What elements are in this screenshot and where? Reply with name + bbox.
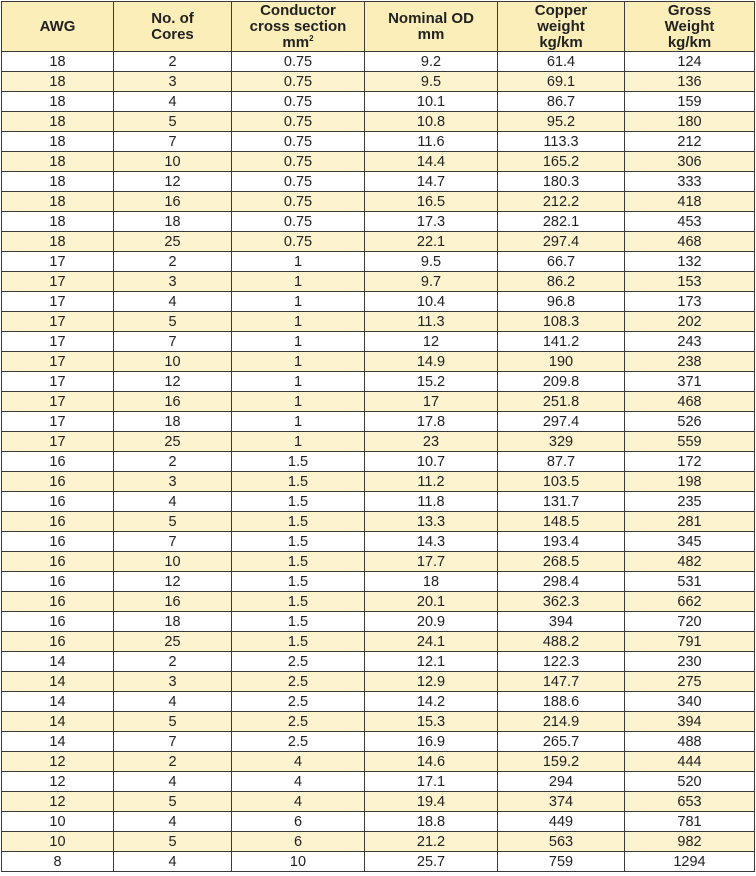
cell-copper-weight: 329: [498, 432, 625, 452]
cell-nominal-od: 10.7: [365, 452, 498, 472]
table-row: [2, 292, 755, 312]
cell-cores: 12: [114, 572, 232, 592]
cell-nominal-od: 12: [365, 332, 498, 352]
cell-cross-section: 2.5: [232, 732, 365, 752]
cell-cross-section: 6: [232, 812, 365, 832]
cell-cross-section: 1.5: [232, 512, 365, 532]
cell-copper-weight: 297.4: [498, 412, 625, 432]
cell-copper-weight: 66.7: [498, 252, 625, 272]
cell-gross-weight: 531: [625, 572, 755, 592]
header-row: [2, 2, 755, 52]
cell-cores: 12: [114, 372, 232, 392]
cell-cross-section: 4: [232, 752, 365, 772]
table-row: [2, 732, 755, 752]
cell-copper-weight: 449: [498, 812, 625, 832]
cell-copper-weight: 141.2: [498, 332, 625, 352]
cell-copper-weight: 298.4: [498, 572, 625, 592]
cell-gross-weight: 153: [625, 272, 755, 292]
cell-gross-weight: 791: [625, 632, 755, 652]
cell-cross-section: 1: [232, 432, 365, 452]
cell-cores: 4: [114, 772, 232, 792]
cell-nominal-od: 9.2: [365, 52, 498, 72]
table-row: [2, 112, 755, 132]
cell-awg: 18: [2, 52, 114, 72]
table-row: [2, 832, 755, 852]
cell-awg: 14: [2, 712, 114, 732]
cell-awg: 16: [2, 572, 114, 592]
cell-cross-section: 1: [232, 292, 365, 312]
cell-gross-weight: 662: [625, 592, 755, 612]
header-awg: AWG: [2, 2, 114, 52]
cell-awg: 17: [2, 372, 114, 392]
cell-nominal-od: 13.3: [365, 512, 498, 532]
cell-nominal-od: 17: [365, 392, 498, 412]
cell-cores: 25: [114, 632, 232, 652]
cell-awg: 16: [2, 552, 114, 572]
cell-awg: 16: [2, 632, 114, 652]
cell-gross-weight: 982: [625, 832, 755, 852]
table-row: [2, 392, 755, 412]
cell-awg: 10: [2, 812, 114, 832]
cell-cross-section: 1: [232, 392, 365, 412]
cell-awg: 14: [2, 732, 114, 752]
cell-gross-weight: 488: [625, 732, 755, 752]
cell-cores: 2: [114, 452, 232, 472]
table-row: [2, 492, 755, 512]
cell-awg: 12: [2, 752, 114, 772]
cell-cross-section: 2.5: [232, 672, 365, 692]
cell-copper-weight: 563: [498, 832, 625, 852]
cell-copper-weight: 159.2: [498, 752, 625, 772]
cell-gross-weight: 1294: [625, 852, 755, 872]
cell-copper-weight: 282.1: [498, 212, 625, 232]
table-row: [2, 252, 755, 272]
cell-nominal-od: 24.1: [365, 632, 498, 652]
cell-copper-weight: 108.3: [498, 312, 625, 332]
cell-cores: 5: [114, 312, 232, 332]
cell-copper-weight: 214.9: [498, 712, 625, 732]
cell-copper-weight: 61.4: [498, 52, 625, 72]
cell-cross-section: 1: [232, 412, 365, 432]
table-row: [2, 472, 755, 492]
cell-gross-weight: 453: [625, 212, 755, 232]
cell-nominal-od: 11.6: [365, 132, 498, 152]
cell-cross-section: 1: [232, 312, 365, 332]
cell-awg: 18: [2, 132, 114, 152]
cell-awg: 17: [2, 332, 114, 352]
cell-cores: 10: [114, 152, 232, 172]
cell-copper-weight: 297.4: [498, 232, 625, 252]
cell-copper-weight: 190: [498, 352, 625, 372]
table-row: [2, 712, 755, 732]
cell-nominal-od: 17.8: [365, 412, 498, 432]
cell-copper-weight: 209.8: [498, 372, 625, 392]
cell-cross-section: 1.5: [232, 552, 365, 572]
cell-cross-section: 4: [232, 772, 365, 792]
cell-copper-weight: 69.1: [498, 72, 625, 92]
cell-gross-weight: 198: [625, 472, 755, 492]
cell-awg: 18: [2, 232, 114, 252]
cell-copper-weight: 193.4: [498, 532, 625, 552]
cell-nominal-od: 18.8: [365, 812, 498, 832]
table-row: [2, 512, 755, 532]
cell-gross-weight: 482: [625, 552, 755, 572]
cell-gross-weight: 345: [625, 532, 755, 552]
cell-nominal-od: 18: [365, 572, 498, 592]
cell-gross-weight: 243: [625, 332, 755, 352]
cell-cores: 4: [114, 692, 232, 712]
cell-nominal-od: 14.4: [365, 152, 498, 172]
cell-copper-weight: 394: [498, 612, 625, 632]
cell-cores: 4: [114, 852, 232, 872]
cell-nominal-od: 11.3: [365, 312, 498, 332]
table-row: [2, 92, 755, 112]
cell-gross-weight: 159: [625, 92, 755, 112]
cell-cores: 16: [114, 192, 232, 212]
cell-cores: 5: [114, 712, 232, 732]
cell-awg: 17: [2, 252, 114, 272]
cell-cores: 16: [114, 392, 232, 412]
cell-copper-weight: 488.2: [498, 632, 625, 652]
cell-copper-weight: 147.7: [498, 672, 625, 692]
cell-gross-weight: 468: [625, 392, 755, 412]
cell-nominal-od: 16.5: [365, 192, 498, 212]
cell-copper-weight: 251.8: [498, 392, 625, 412]
cell-copper-weight: 95.2: [498, 112, 625, 132]
cell-gross-weight: 781: [625, 812, 755, 832]
cell-gross-weight: 444: [625, 752, 755, 772]
table-row: [2, 572, 755, 592]
table-row: [2, 152, 755, 172]
cell-cores: 4: [114, 92, 232, 112]
cell-gross-weight: 333: [625, 172, 755, 192]
cell-cross-section: 0.75: [232, 172, 365, 192]
cell-cores: 18: [114, 212, 232, 232]
cell-awg: 17: [2, 292, 114, 312]
cell-cross-section: 1: [232, 272, 365, 292]
table-row: [2, 672, 755, 692]
cell-gross-weight: 124: [625, 52, 755, 72]
cell-awg: 10: [2, 832, 114, 852]
cell-gross-weight: 212: [625, 132, 755, 152]
table-row: [2, 312, 755, 332]
cell-cross-section: 0.75: [232, 132, 365, 152]
cell-gross-weight: 520: [625, 772, 755, 792]
cell-nominal-od: 17.7: [365, 552, 498, 572]
cell-cores: 25: [114, 232, 232, 252]
cell-nominal-od: 14.2: [365, 692, 498, 712]
cell-nominal-od: 14.9: [365, 352, 498, 372]
cell-awg: 16: [2, 592, 114, 612]
table-row: [2, 272, 755, 292]
cell-gross-weight: 418: [625, 192, 755, 212]
cell-cross-section: 1.5: [232, 472, 365, 492]
cell-gross-weight: 235: [625, 492, 755, 512]
cell-gross-weight: 238: [625, 352, 755, 372]
table-row: [2, 432, 755, 452]
cell-cores: 7: [114, 132, 232, 152]
cell-cross-section: 1.5: [232, 532, 365, 552]
cell-copper-weight: 268.5: [498, 552, 625, 572]
cell-gross-weight: 559: [625, 432, 755, 452]
cell-cross-section: 1.5: [232, 612, 365, 632]
cell-gross-weight: 136: [625, 72, 755, 92]
cell-awg: 16: [2, 532, 114, 552]
cell-nominal-od: 14.3: [365, 532, 498, 552]
cell-cross-section: 0.75: [232, 112, 365, 132]
cell-cores: 18: [114, 412, 232, 432]
cell-copper-weight: 294: [498, 772, 625, 792]
cell-gross-weight: 720: [625, 612, 755, 632]
cell-gross-weight: 230: [625, 652, 755, 672]
table-row: [2, 332, 755, 352]
cell-awg: 14: [2, 652, 114, 672]
cell-cores: 7: [114, 532, 232, 552]
cell-awg: 17: [2, 392, 114, 412]
cell-nominal-od: 19.4: [365, 792, 498, 812]
cell-awg: 18: [2, 92, 114, 112]
cell-nominal-od: 23: [365, 432, 498, 452]
cell-cross-section: 6: [232, 832, 365, 852]
cell-copper-weight: 212.2: [498, 192, 625, 212]
cell-cross-section: 0.75: [232, 192, 365, 212]
table-row: [2, 232, 755, 252]
cell-copper-weight: 188.6: [498, 692, 625, 712]
table-row: [2, 212, 755, 232]
cell-nominal-od: 11.2: [365, 472, 498, 492]
cell-cores: 3: [114, 672, 232, 692]
table-row: [2, 752, 755, 772]
cell-cores: 10: [114, 352, 232, 372]
table-row: [2, 172, 755, 192]
cell-nominal-od: 22.1: [365, 232, 498, 252]
table-row: [2, 352, 755, 372]
cell-cross-section: 0.75: [232, 232, 365, 252]
cell-awg: 18: [2, 172, 114, 192]
cell-nominal-od: 10.1: [365, 92, 498, 112]
table-row: [2, 532, 755, 552]
cell-gross-weight: 202: [625, 312, 755, 332]
cell-copper-weight: 148.5: [498, 512, 625, 532]
cell-gross-weight: 132: [625, 252, 755, 272]
cell-nominal-od: 20.1: [365, 592, 498, 612]
cell-copper-weight: 165.2: [498, 152, 625, 172]
cell-cross-section: 1.5: [232, 572, 365, 592]
cell-cores: 2: [114, 652, 232, 672]
table-row: [2, 72, 755, 92]
cell-awg: 17: [2, 432, 114, 452]
header-unit-superscript: 2: [309, 33, 314, 43]
cell-cross-section: 0.75: [232, 152, 365, 172]
cell-cores: 3: [114, 472, 232, 492]
cell-awg: 18: [2, 112, 114, 132]
cell-cross-section: 1.5: [232, 592, 365, 612]
cell-cores: 2: [114, 52, 232, 72]
cell-nominal-od: 12.1: [365, 652, 498, 672]
header-unit-mm: mm: [282, 33, 310, 51]
cell-cores: 10: [114, 552, 232, 572]
cell-copper-weight: 113.3: [498, 132, 625, 152]
cell-cross-section: 10: [232, 852, 365, 872]
table-row: [2, 132, 755, 152]
cell-cores: 2: [114, 252, 232, 272]
cell-cross-section: 1: [232, 252, 365, 272]
cell-copper-weight: 374: [498, 792, 625, 812]
cell-cross-section: 0.75: [232, 52, 365, 72]
cell-nominal-od: 9.7: [365, 272, 498, 292]
table-row: [2, 552, 755, 572]
cell-nominal-od: 25.7: [365, 852, 498, 872]
cell-nominal-od: 17.3: [365, 212, 498, 232]
cell-awg: 17: [2, 312, 114, 332]
cell-cores: 12: [114, 172, 232, 192]
cell-cores: 5: [114, 112, 232, 132]
table-row: [2, 412, 755, 432]
cell-copper-weight: 96.8: [498, 292, 625, 312]
cell-copper-weight: 103.5: [498, 472, 625, 492]
cell-cores: 16: [114, 592, 232, 612]
cell-cross-section: 2.5: [232, 692, 365, 712]
cell-cross-section: 2.5: [232, 712, 365, 732]
cell-gross-weight: 468: [625, 232, 755, 252]
cell-copper-weight: 131.7: [498, 492, 625, 512]
cell-nominal-od: 21.2: [365, 832, 498, 852]
cell-awg: 16: [2, 492, 114, 512]
cell-nominal-od: 14.6: [365, 752, 498, 772]
cell-gross-weight: 275: [625, 672, 755, 692]
cell-nominal-od: 12.9: [365, 672, 498, 692]
cell-awg: 18: [2, 72, 114, 92]
cell-cross-section: 2.5: [232, 652, 365, 672]
cell-copper-weight: 180.3: [498, 172, 625, 192]
cable-spec-table: [1, 1, 755, 872]
header-copper-weight: Copper weight kg/km: [498, 2, 625, 52]
cell-nominal-od: 9.5: [365, 72, 498, 92]
cell-gross-weight: 306: [625, 152, 755, 172]
cell-nominal-od: 17.1: [365, 772, 498, 792]
cell-copper-weight: 122.3: [498, 652, 625, 672]
cell-cores: 18: [114, 612, 232, 632]
header-nominal-od: Nominal OD mm: [365, 2, 498, 52]
cell-cores: 4: [114, 492, 232, 512]
header-gross-weight: Gross Weight kg/km: [625, 2, 755, 52]
cell-nominal-od: 16.9: [365, 732, 498, 752]
cell-nominal-od: 20.9: [365, 612, 498, 632]
cell-cores: 4: [114, 812, 232, 832]
cell-cores: 5: [114, 512, 232, 532]
cell-nominal-od: 15.3: [365, 712, 498, 732]
cell-awg: 14: [2, 692, 114, 712]
cell-cross-section: 1.5: [232, 632, 365, 652]
cell-cross-section: 1.5: [232, 452, 365, 472]
cell-awg: 18: [2, 152, 114, 172]
cell-cross-section: 4: [232, 792, 365, 812]
cell-cores: 2: [114, 752, 232, 772]
table-row: [2, 372, 755, 392]
cell-awg: 12: [2, 792, 114, 812]
cell-nominal-od: 9.5: [365, 252, 498, 272]
table-row: [2, 792, 755, 812]
table-row: [2, 692, 755, 712]
cell-gross-weight: 172: [625, 452, 755, 472]
cell-cores: 3: [114, 272, 232, 292]
table-row: [2, 192, 755, 212]
table-row: [2, 652, 755, 672]
cell-cores: 4: [114, 292, 232, 312]
cell-copper-weight: 759: [498, 852, 625, 872]
table-row: [2, 452, 755, 472]
cell-awg: 8: [2, 852, 114, 872]
cell-nominal-od: 14.7: [365, 172, 498, 192]
cell-awg: 16: [2, 612, 114, 632]
cell-cross-section: 0.75: [232, 72, 365, 92]
cell-cross-section: 1: [232, 372, 365, 392]
table-row: [2, 852, 755, 872]
cell-cores: 25: [114, 432, 232, 452]
cell-nominal-od: 11.8: [365, 492, 498, 512]
cell-gross-weight: 180: [625, 112, 755, 132]
cell-cores: 5: [114, 792, 232, 812]
cell-cores: 5: [114, 832, 232, 852]
cell-gross-weight: 173: [625, 292, 755, 312]
cell-cores: 7: [114, 732, 232, 752]
cell-gross-weight: 394: [625, 712, 755, 732]
table-row: [2, 632, 755, 652]
cell-copper-weight: 265.7: [498, 732, 625, 752]
cell-awg: 12: [2, 772, 114, 792]
cell-gross-weight: 526: [625, 412, 755, 432]
cell-cores: 3: [114, 72, 232, 92]
cell-copper-weight: 87.7: [498, 452, 625, 472]
header-no-of-cores: No. of Cores: [114, 2, 232, 52]
cell-nominal-od: 15.2: [365, 372, 498, 392]
table-row: [2, 772, 755, 792]
cell-cross-section: 1: [232, 352, 365, 372]
cell-cross-section: 0.75: [232, 92, 365, 112]
cell-awg: 16: [2, 512, 114, 532]
cell-copper-weight: 86.2: [498, 272, 625, 292]
cell-awg: 18: [2, 192, 114, 212]
cell-awg: 16: [2, 472, 114, 492]
table-body: [2, 52, 755, 872]
cell-nominal-od: 10.8: [365, 112, 498, 132]
table-row: [2, 52, 755, 72]
cell-gross-weight: 340: [625, 692, 755, 712]
cell-cross-section: 0.75: [232, 212, 365, 232]
cell-copper-weight: 362.3: [498, 592, 625, 612]
cell-cross-section: 1: [232, 332, 365, 352]
cell-copper-weight: 86.7: [498, 92, 625, 112]
cell-awg: 17: [2, 352, 114, 372]
cell-awg: 16: [2, 452, 114, 472]
table-row: [2, 592, 755, 612]
table-row: [2, 612, 755, 632]
cell-gross-weight: 281: [625, 512, 755, 532]
cell-nominal-od: 10.4: [365, 292, 498, 312]
cell-awg: 17: [2, 272, 114, 292]
cell-gross-weight: 371: [625, 372, 755, 392]
cell-cores: 7: [114, 332, 232, 352]
cell-awg: 17: [2, 412, 114, 432]
table-row: [2, 812, 755, 832]
cell-awg: 18: [2, 212, 114, 232]
cell-awg: 14: [2, 672, 114, 692]
header-conductor-cross-section: Conductor cross section $mm^2$: [232, 2, 365, 52]
cell-gross-weight: 653: [625, 792, 755, 812]
cell-cross-section: 1.5: [232, 492, 365, 512]
